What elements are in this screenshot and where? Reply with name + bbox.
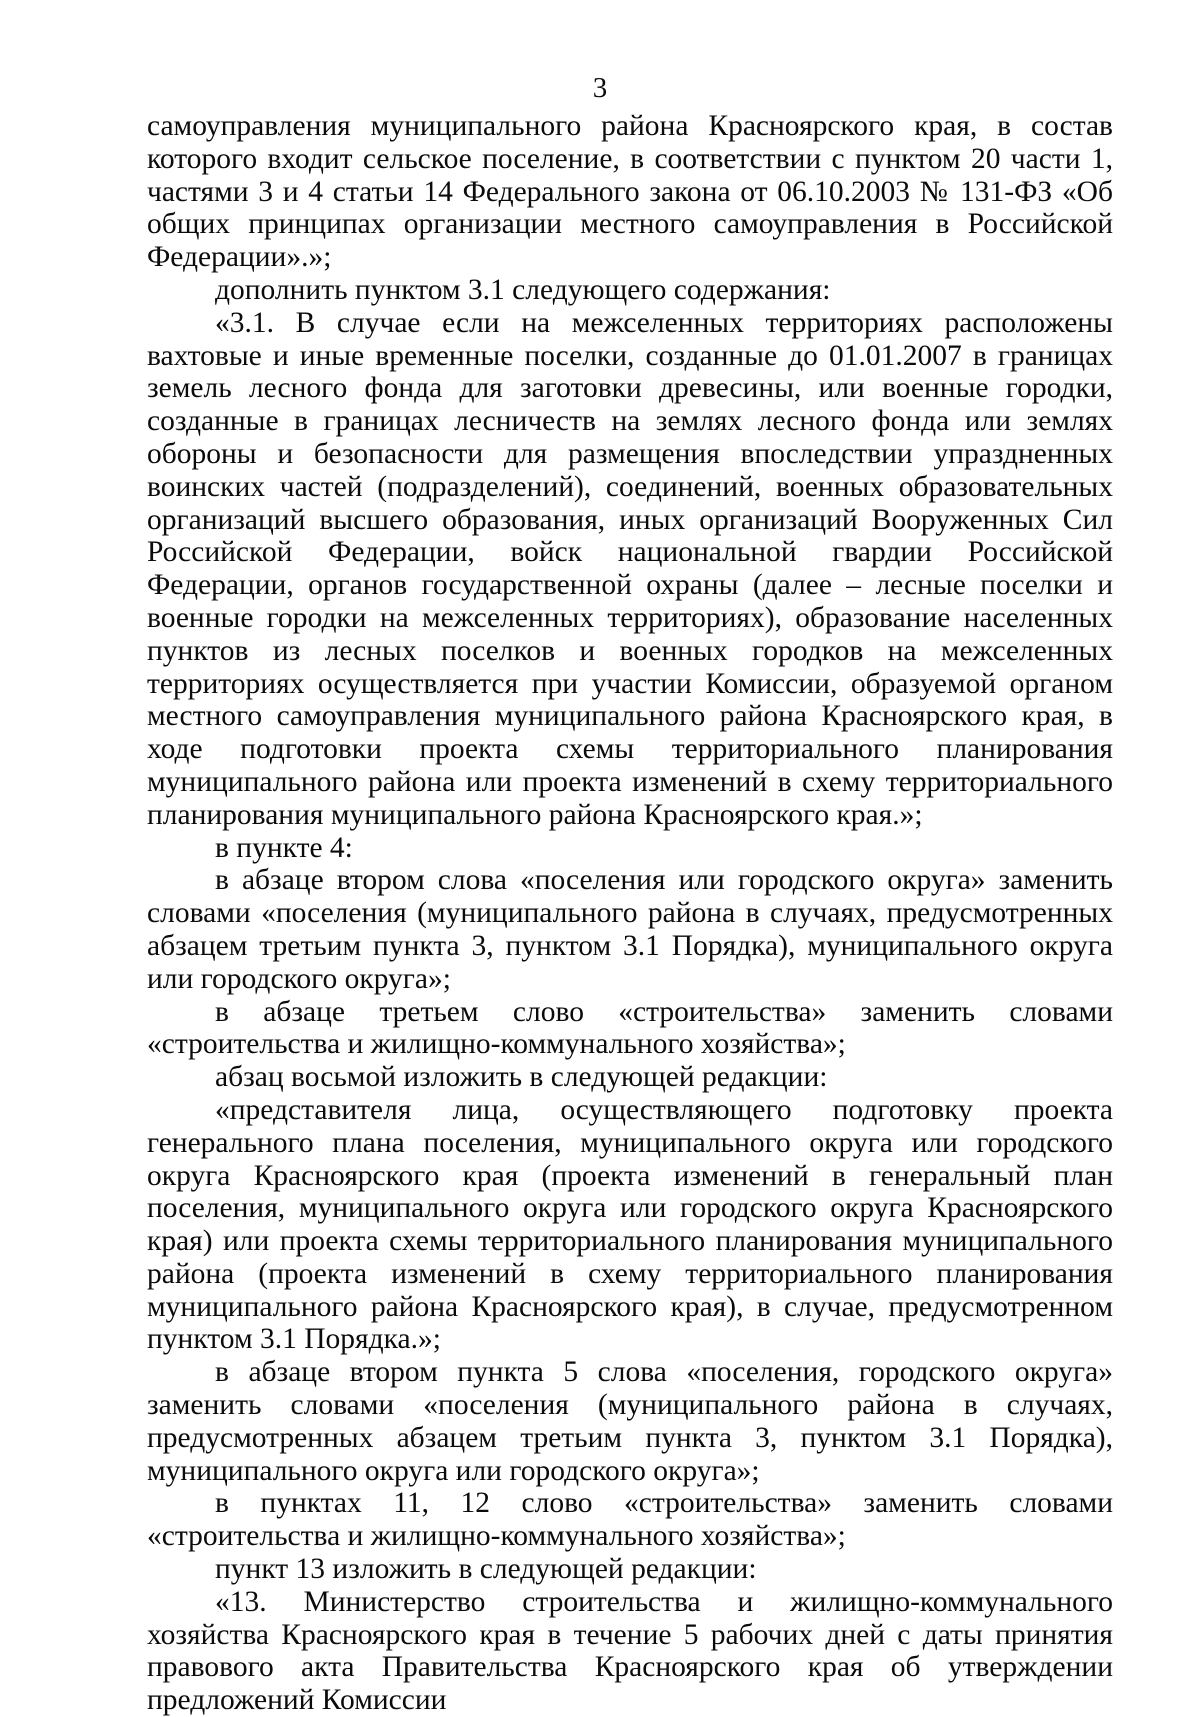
paragraph-clause-4-second-abzats: в абзаце втором слова «поселения или городского округа» заменить словами «поселения (муниципального района в случаях, предусмотренных абзацем третьим пункта 3, пунктом 3.1 Порядка), муниципального округа или городского округа»; — [147, 864, 1113, 995]
paragraph-clause-13-text: «13. Министерство строительства и жилищно-коммунального хозяйства Красноярского края в течение 5 рабочих дней с даты принятия правового акта Правительства Красноярского края об утверждении предложений Комиссии — [147, 1585, 1113, 1717]
document-body — [147, 110, 1113, 1717]
paragraph-representative-text: «представителя лица, осуществляющего подготовку проекта генерального плана поселения, муниципального округа или городского округа Красноярского края (проекта изменений в генеральный план поселения, муниципального округа или городского округа Красноярского края) или проекта схемы территориального планирования муниципального района (проекта изменений в схему территориального планирования муниципального района Красноярского края), в случае, предусмотренном пунктом 3.1 Порядка.»; — [147, 1093, 1113, 1356]
paragraph-clause-13-intro: пункт 13 изложить в следующей редакции: — [215, 1553, 757, 1586]
paragraph-clause-4-eighth-abzats: абзац восьмой изложить в следующей редакции: — [215, 1061, 828, 1094]
paragraph-clause-4-third-abzats: в абзаце третьем слово «строительства» заменить словами «строительства и жилищно-коммунального хозяйства»; — [147, 995, 1113, 1061]
paragraph-clauses-11-12: в пунктах 11, 12 слово «строительства» заменить словами «строительства и жилищно-коммунального хозяйства»; — [147, 1487, 1113, 1553]
paragraph-add-clause-3-1: дополнить пунктом 3.1 следующего содержания: — [215, 273, 831, 306]
paragraph-continuation: самоуправления муниципального района Красноярского края, в состав которого входит сельское поселение, в соответствии с пунктом 20 части 1, частями 3 и 4 статьи 14 Федерального закона от 06.10.2003 № 131-ФЗ «Об общих принципах организации местного самоуправления в Российской Федерации».»; — [147, 110, 1113, 274]
paragraph-in-clause-4: в пункте 4: — [215, 831, 353, 864]
page-number: 3 — [592, 72, 608, 104]
paragraph-clause-5: в абзаце втором пункта 5 слова «поселения, городского округа» заменить словами «поселения (муниципального района в случаях, предусмотренных абзацем третьим пункта 3, пунктом 3.1 Порядка), муниципального округа или городского округа»; — [147, 1356, 1113, 1487]
paragraph-clause-3-1-text: «3.1. В случае если на межселенных территориях расположены вахтовые и иные временные поселки, созданные до 01.01.2007 в границах земель лесного фонда для заготовки древесины, или военные городки, созданные в границах лесничеств на землях лесного фонда или землях обороны и безопасности для размещения впоследствии упраздненных воинских частей (подразделений), соединений, военных образовательных организаций высшего образования, иных организаций Вооруженных Сил Российской Федерации, войск национальной гвардии Российской Федерации, органов государственной охраны (далее – лесные поселки и военные городки на межселенных территориях), образование населенных пунктов из лесных поселков и военных городков на межселенных территориях осуществляется при участии Комиссии, образуемой органом местного самоуправления муниципального района Красноярского края, в ходе подготовки проекта схемы территориального планирования муниципального района или проекта изменений в схему территориального планирования муниципального района Красноярского края.»; — [147, 306, 1113, 831]
